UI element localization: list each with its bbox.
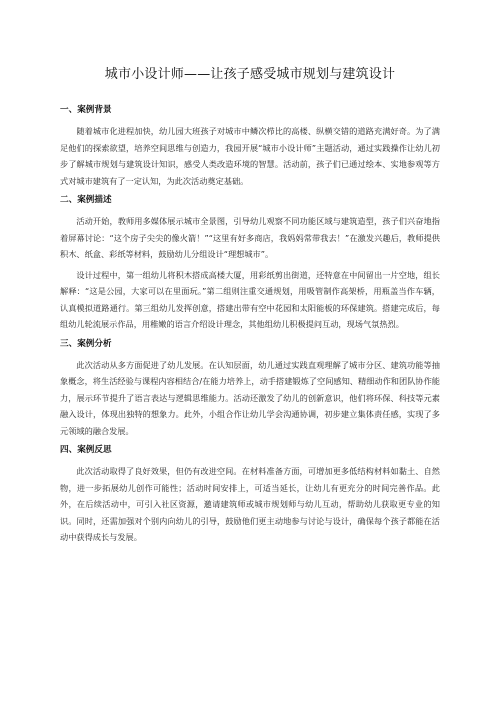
section-reflection [60,444,440,546]
section-paragraph: 活动开始，教师用多媒体展示城市全景图，引导幼儿观察不同功能区域与建筑造型，孩子们兴奋地指着屏幕讨论：“这个房子尖尖的像火箭！”“这里有好多商店，我妈妈常带我去！”在激发兴趣后，教师提供积木、纸盒、彩纸等材料，鼓励幼儿分组设计“理想城市”。 [60,216,440,259]
section-heading: 四、案例反思 [60,445,112,455]
section-paragraph: 设计过程中，第一组幼儿将积木搭成高楼大厦，用彩纸剪出街道，还特意在中间留出一片空地，组长解释：“这是公园，大家可以在里面玩。”第二组则注重交通规划，用吸管制作高架桥，用瓶盖当作车辆，认真模拟道路通行。第三组幼儿发挥创意，搭建出带有空中花园和太阳能板的环保建筑。搭建完成后，每组幼儿轮流展示作品，用稚嫩的语言介绍设计理念，其他组幼儿积极提问互动，现场气氛热烈。 [60,269,440,329]
section-description [60,194,440,333]
section-analysis [60,338,440,440]
document-title: 城市小设计师——让孩子感受城市规划与建筑设计 [104,67,396,82]
section-heading: 二、案例描述 [60,195,112,205]
section-paragraph: 此次活动从多方面促进了幼儿发展。在认知层面，幼儿通过实践直观理解了城市分区、建筑功能等抽象概念，将生活经验与课程内容相结合/在能力培养上，动手搭建锻炼了空间感知、精细动作和团队协作能力，展示环节提升了语言表达与逻辑思维能力。活动还激发了幼儿的创新意识，他们将环保、科技等元素融入设计，体现出独特的想象力。此外，小组合作让幼儿学会沟通协调，初步建立集体责任感，实现了多元领域的融合发展。 [60,359,440,436]
section-background [60,104,440,189]
section-paragraph: 此次活动取得了良好效果，但仍有改进空间。在材料准备方面，可增加更多低结构材料如黏土、自然物，进一步拓展幼儿创作可能性；活动时间安排上，可适当延长，让幼儿有更充分的时间完善作品。此外，在后续活动中，可引入社区资源，邀请建筑师或城市规划师与幼儿互动，帮助幼儿获取更专业的知识。同时，还需加强对个别内向幼儿的引导，鼓励他们更主动地参与讨论与设计，确保每个孩子都能在活动中获得成长与发展。 [60,466,440,542]
section-paragraph: 随着城市化进程加快，幼儿园大班孩子对城市中鳞次栉比的高楼、纵横交错的道路充满好奇。为了满足他们的探索欲望，培养空间思维与创造力，我园开展“城市小设计师”主题活动，通过实践操作让幼儿初步了解城市规划与建筑设计知识，感受人类改造环境的智慧。活动前，孩子们已通过绘本、实地参观等方式对城市建筑有了一定认知，为此次活动奠定基础。 [60,126,440,186]
section-heading: 三、案例分析 [60,338,112,349]
section-heading: 一、案例背景 [60,105,112,115]
